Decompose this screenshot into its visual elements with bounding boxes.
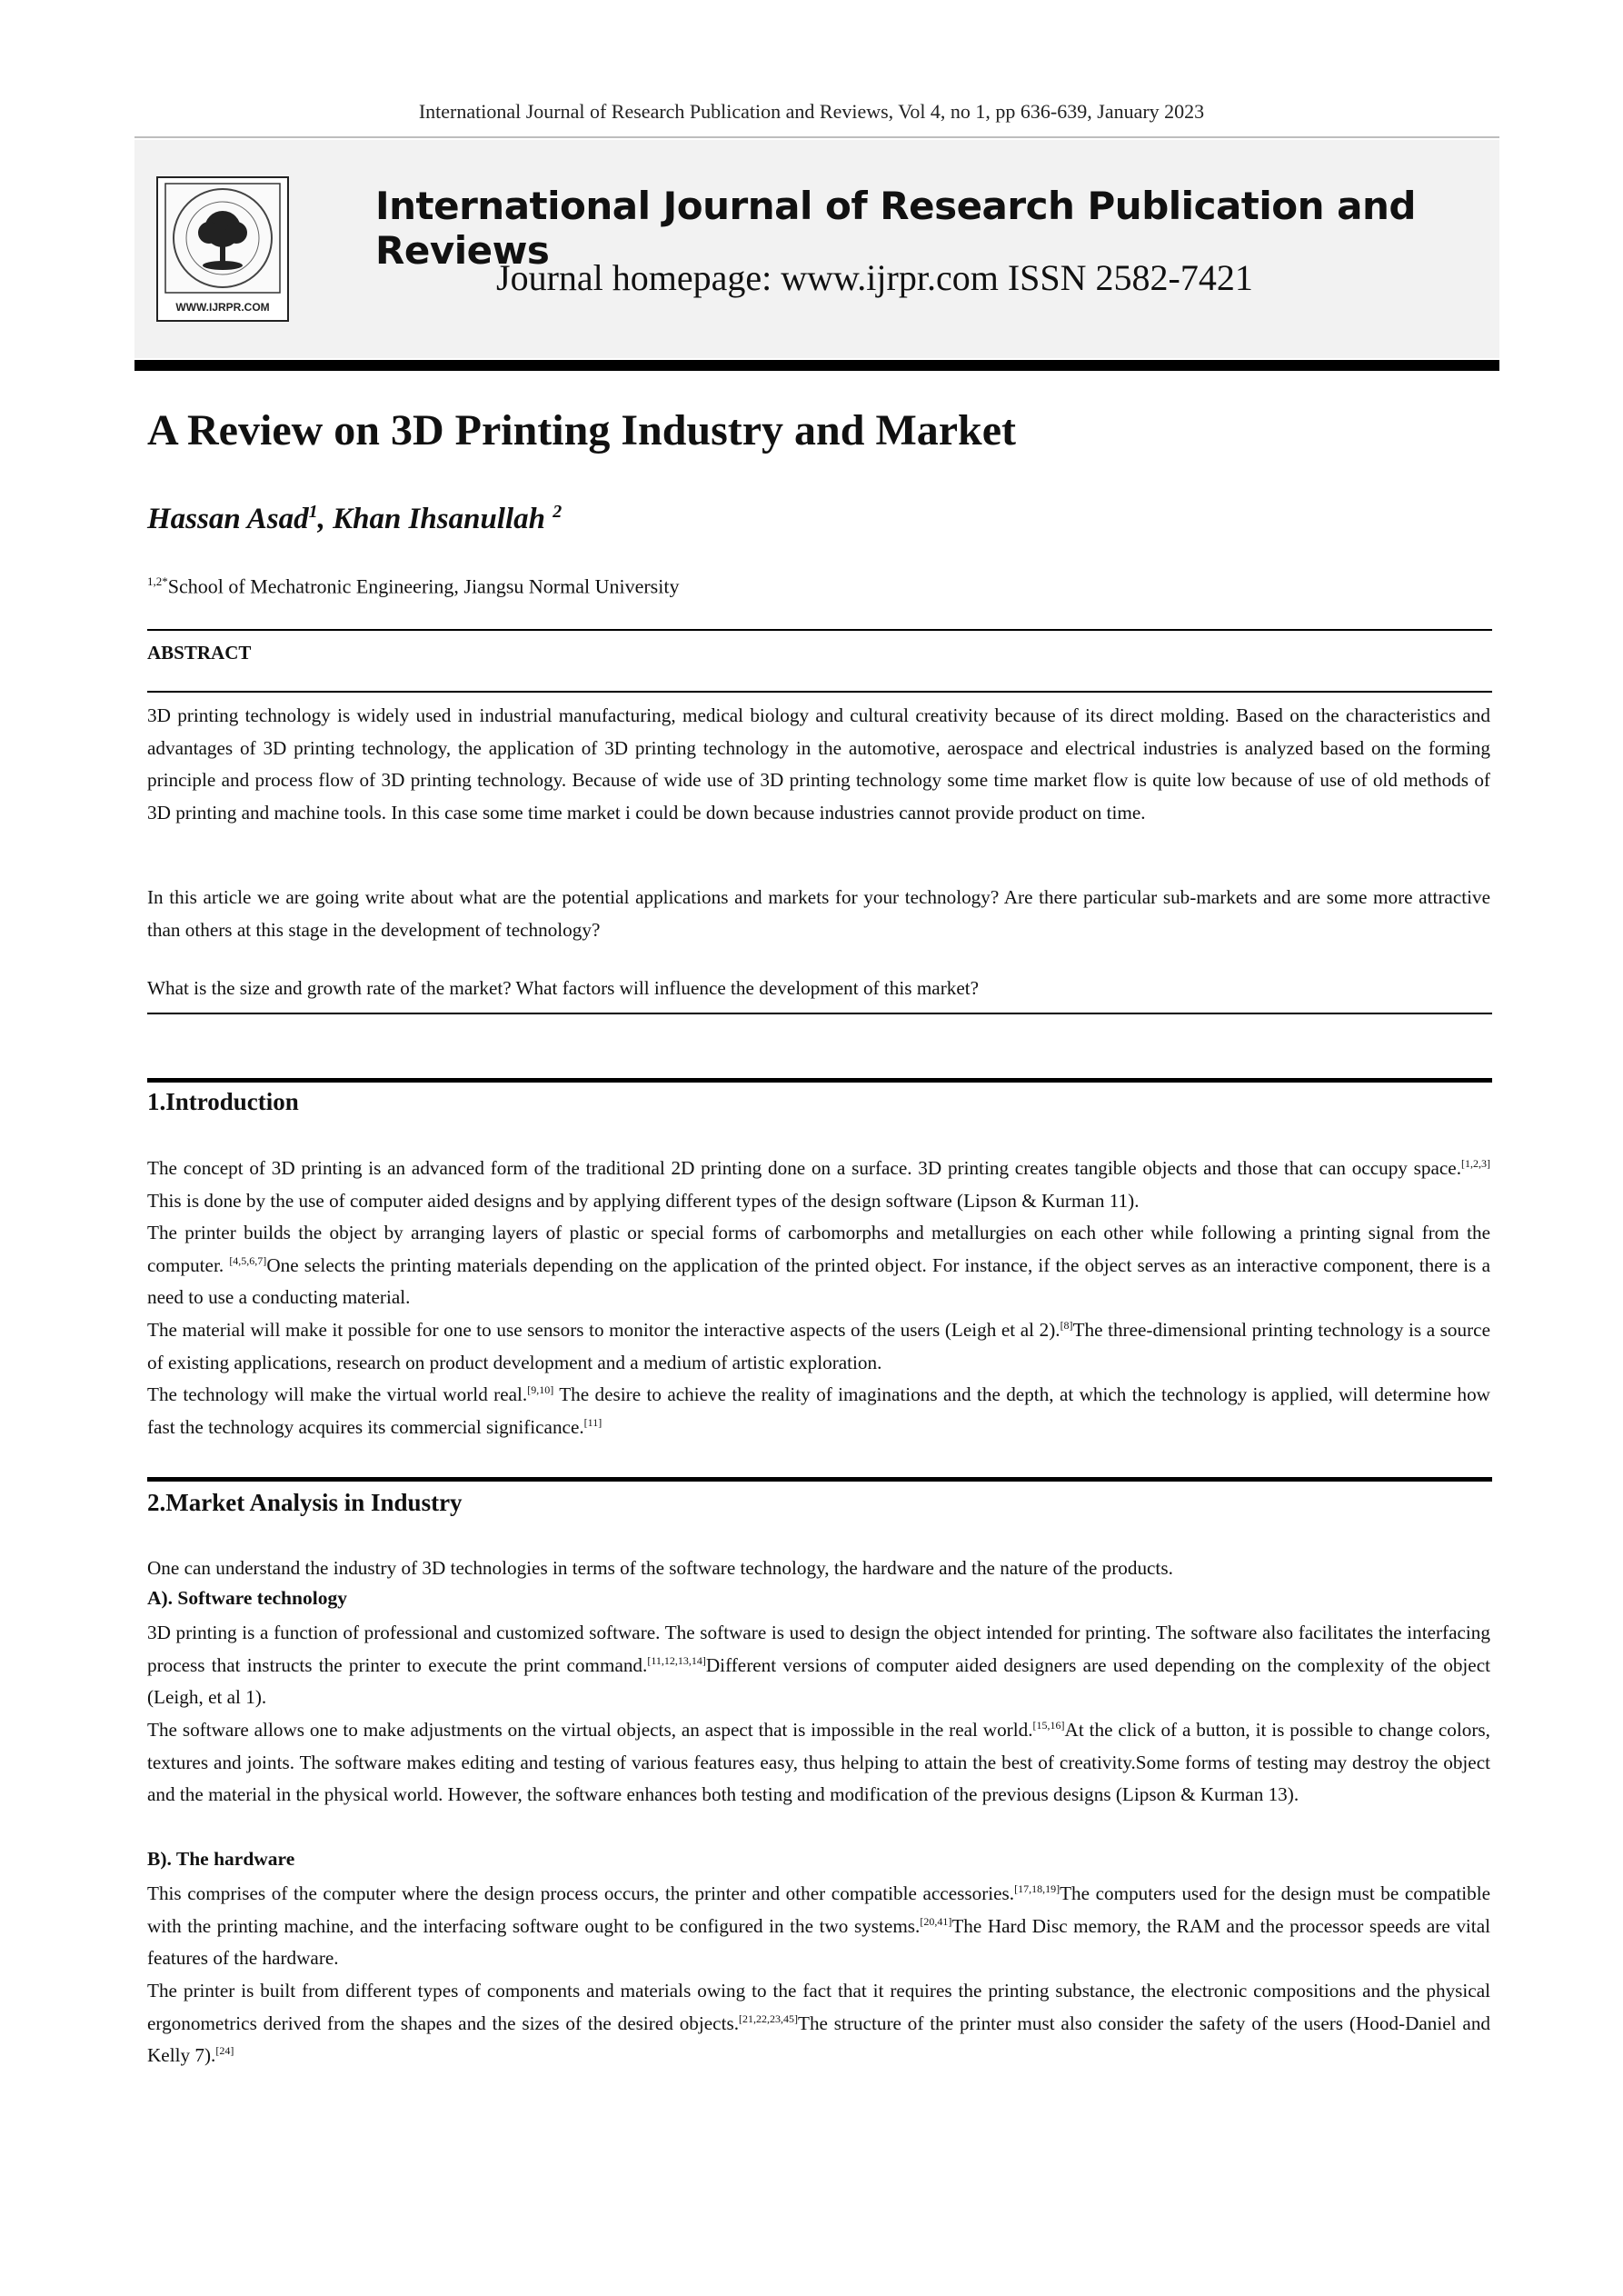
intro-text-1b: This is done by the use of computer aided designs and by applying different types of the design software (Lipson & Kurman 11). xyxy=(147,1189,1140,1212)
software-paragraph-1 xyxy=(147,1617,1490,1714)
software-text-2a: The software allows one to make adjustments on the virtual objects, an aspect that is impossible in the real world. xyxy=(147,1719,1033,1741)
intro-paragraph-4 xyxy=(147,1379,1490,1443)
citation: [8] xyxy=(1060,1318,1073,1332)
software-text-2b: At the click of a button, it is possible to change colors, textures and joints. The software makes editing and testing of various features easy, thus helping to attain the best of creativity.Some forms of testing may destroy the object and the material in the physical world. However, the software enhances both testing and modification of the previous designs (Lipson & Kurman 13). xyxy=(147,1719,1490,1805)
citation: [15,16] xyxy=(1032,1718,1065,1732)
abstract-paragraph-2: In this article we are going write about what are the potential applications and markets for your technology? Are there particular sub-markets and are some more attractive than others at this stage in the development of technology? xyxy=(147,886,1490,941)
journal-name: International Journal of Research Publication and Reviews xyxy=(375,184,1416,273)
intro-text-3a: The material will make it possible for one to use sensors to monitor the interactive aspects of the users (Leigh et al 2). xyxy=(147,1319,1060,1341)
citation: [4,5,6,7] xyxy=(229,1253,267,1267)
abstract-bottom-rule xyxy=(147,1013,1492,1014)
hardware-paragraph-1 xyxy=(147,1878,1490,1975)
market-heading: 2.Market Analysis in Industry xyxy=(147,1489,463,1516)
journal-banner xyxy=(134,140,1499,358)
abstract-paragraph-3: What is the size and growth rate of the market? What factors will influence the development of this market? xyxy=(147,977,980,999)
running-head: International Journal of Research Publication and Reviews, Vol 4, no 1, pp 636-639, January 2023 xyxy=(418,100,1205,123)
hardware-text-1b: The computers used for the design must be compatible with the printing machine, and the interfacing software ought to be configured in the two systems. xyxy=(147,1882,1490,1937)
software-text-1a: 3D printing is a function of professional and customized software. The software is used to design the object intended for printing. The software also facilitates the interfacing process that instructs the printer to execute the print command. xyxy=(147,1622,1490,1676)
citation: [17,18,19] xyxy=(1014,1882,1060,1895)
intro-text-2b: One selects the printing materials depending on the application of the printed object. For instance, if the object serves as an interactive component, there is a need to use a conducting material. xyxy=(147,1253,1491,1308)
authors xyxy=(147,502,562,536)
author-2: , Khan Ihsanullah xyxy=(317,503,553,535)
header-rule xyxy=(134,136,1499,138)
software-paragraph-2 xyxy=(147,1714,1490,1812)
affiliation-sup: 1,2* xyxy=(147,574,168,588)
subheading-hardware: B). The hardware xyxy=(147,1848,295,1870)
citation: [1,2,3] xyxy=(1461,1156,1490,1170)
intro-paragraph-2 xyxy=(147,1217,1490,1314)
citation: [9,10] xyxy=(527,1383,554,1396)
paper-title: A Review on 3D Printing Industry and Market xyxy=(147,406,1017,454)
citation: [21,22,23,45] xyxy=(739,2011,799,2025)
hardware-text-1c: The Hard Disc memory, the RAM and the processor speeds are vital features of the hardware. xyxy=(147,1914,1490,1969)
citation: [20,41] xyxy=(920,1914,952,1928)
hardware-text-2a: The printer is built from different types of components and materials owing to the fact that it requires the printing substance, the electronic compositions and the physical ergonometrics derived from the shapes and the sizes of the desired objects. xyxy=(147,1980,1490,2034)
author-2-sup: 2 xyxy=(553,502,563,522)
logo-text: WWW.IJRPR.COM xyxy=(175,301,270,314)
citation: [24] xyxy=(215,2043,234,2057)
intro-text-4b: The desire to achieve the reality of imaginations and the depth, at which the technology is applied, will determine how fast the technology acquires its commercial significance. xyxy=(147,1383,1490,1438)
software-text-1b: Different versions of computer aided designers are used depending on the complexity of the object (Leigh, et al 1). xyxy=(147,1653,1490,1708)
abstract-label: ABSTRACT xyxy=(147,642,252,664)
hardware-text-2b: The structure of the printer must also consider the safety of the users (Hood-Daniel and Kelly 7). xyxy=(147,2011,1491,2066)
citation: [11] xyxy=(583,1415,602,1429)
intro-text-3b: The three-dimensional printing technology is a source of existing applications, research on product development and a medium of artistic exploration. xyxy=(147,1319,1490,1373)
intro-paragraph-1 xyxy=(147,1153,1490,1217)
journal-logo xyxy=(156,176,289,322)
hardware-text-1a: This comprises of the computer where the design process occurs, the printer and other compatible accessories. xyxy=(147,1882,1015,1904)
intro-heading-rule xyxy=(147,1078,1492,1083)
hardware-paragraph-2 xyxy=(147,1975,1490,2072)
affiliation-text: School of Mechatronic Engineering, Jiangsu Normal University xyxy=(167,574,680,598)
abstract-paragraph-1: 3D printing technology is widely used in industrial manufacturing, medical biology and cultural creativity because of its direct molding. Based on the characteristics and advantages of 3D printing technology, the application of 3D printing technology in the automotive, aerospace and electrical industries is analyzed based on the forming principle and process flow of 3D printing technology. Because of wide use of 3D printing technology some time market flow is quite low because of use of old methods of 3D printing and machine tools. In this case some time market i could be down because industries cannot provide product on time. xyxy=(147,704,1490,824)
intro-text-1a: The concept of 3D printing is an advanced form of the traditional 2D printing done on a surface. 3D printing creates tangible objects and those that can occupy space. xyxy=(147,1157,1461,1179)
market-intro: One can understand the industry of 3D technologies in terms of the software technology, the hardware and the nature of the products. xyxy=(147,1557,1173,1579)
intro-paragraph-3 xyxy=(147,1314,1490,1379)
intro-heading: 1.Introduction xyxy=(147,1088,299,1115)
intro-text-2a: The printer builds the object by arranging layers of plastic or special forms of carbomorphs and metallurgies on each other while following a printing signal from the computer. xyxy=(147,1222,1490,1276)
market-heading-rule xyxy=(147,1477,1492,1482)
author-1-sup: 1 xyxy=(308,502,318,522)
journal-homepage-line: Journal homepage: www.ijrpr.com ISSN 2582-7421 xyxy=(496,257,1253,298)
abstract-label-rule xyxy=(147,691,1492,693)
affiliation xyxy=(147,574,679,598)
banner-thick-rule xyxy=(134,360,1499,371)
citation: [11,12,13,14] xyxy=(647,1653,706,1667)
author-1: Hassan Asad xyxy=(147,503,309,535)
intro-text-4a: The technology will make the virtual world real. xyxy=(147,1383,528,1405)
abstract-top-rule xyxy=(147,629,1492,631)
subheading-software: A). Software technology xyxy=(147,1587,347,1609)
